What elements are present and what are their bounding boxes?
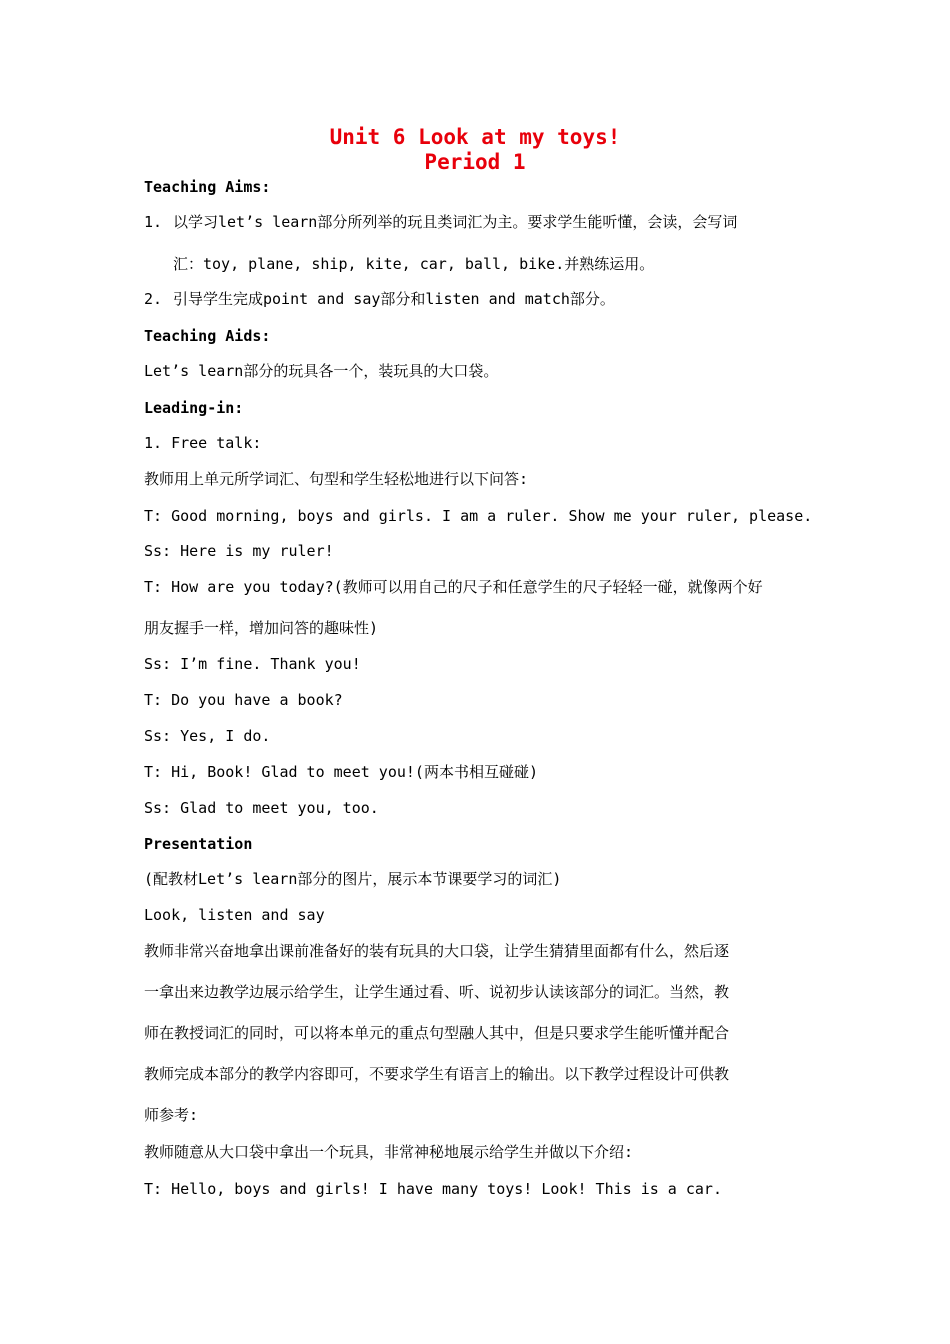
heading-teaching-aims: Teaching Aims: xyxy=(144,178,271,196)
title-line-1: Unit 6 Look at my toys! xyxy=(329,125,621,149)
aids-text: Let’s learn部分的玩具各一个，装玩具的大口袋。 xyxy=(144,362,499,380)
free-talk: 1. Free talk: xyxy=(144,434,262,452)
dialogue-line: Ss: Yes, I do. xyxy=(144,727,271,745)
paragraph-line: 师参考: xyxy=(144,1106,199,1124)
dialogue-line: T: Do you have a book? xyxy=(144,691,343,709)
dialogue-line: T: Hi, Book! Glad to meet you!(两本书相互碰碰) xyxy=(144,763,538,781)
aim-1-continued: 汇：toy, plane, ship, kite, car, ball, bike.并熟练运用。 xyxy=(173,255,655,273)
dialogue-line: Ss: Glad to meet you, too. xyxy=(144,799,379,817)
heading-leading-in: Leading-in: xyxy=(144,399,244,417)
heading-presentation: Presentation xyxy=(144,835,253,853)
title-line-2: Period 1 xyxy=(424,150,526,174)
aim-1-text: 以学习let’s learn部分所列举的玩且类词汇为主。要求学生能听懂，会读，会写词 xyxy=(173,213,738,231)
dialogue-line: Ss: Here is my ruler! xyxy=(144,542,334,560)
dialogue-line: 朋友握手一样，增加问答的趣味性) xyxy=(144,619,379,637)
look-listen-say: Look, listen and say xyxy=(144,906,325,924)
aim-2 xyxy=(144,289,814,309)
paragraph-line: 一拿出来边教学边展示给学生，让学生通过看、听、说初步认读该部分的词汇。当然，教 xyxy=(144,983,730,1001)
paragraph-line: 教师非常兴奋地拿出课前准备好的装有玩具的大口袋，让学生猜猜里面都有什么，然后逐 xyxy=(144,942,730,960)
heading-teaching-aids: Teaching Aids: xyxy=(144,327,271,345)
dialogue-line: T: Good morning, boys and girls. I am a ruler. Show me your ruler, please. xyxy=(144,507,813,525)
paragraph-line: 师在教授词汇的同时，可以将本单元的重点句型融人其中，但是只要求学生能听懂并配合 xyxy=(144,1024,730,1042)
dialogue-line: T: Hello, boys and girls! I have many toys! Look! This is a car. xyxy=(144,1180,722,1198)
presentation-note: (配教材Let’s learn部分的图片，展示本节课要学习的词汇) xyxy=(144,870,562,888)
free-talk-intro: 教师用上单元所学词汇、句型和学生轻松地进行以下问答: xyxy=(144,470,529,488)
dialogue-line: Ss: I’m fine. Thank you! xyxy=(144,655,361,673)
paragraph-line: 教师完成本部分的教学内容即可，不要求学生有语言上的输出。以下教学过程设计可供教 xyxy=(144,1065,730,1083)
aim-2-number: 2. xyxy=(144,290,163,308)
paragraph-line: 教师随意从大口袋中拿出一个玩具，非常神秘地展示给学生并做以下介绍: xyxy=(144,1143,634,1161)
aim-1-number: 1. xyxy=(144,213,163,231)
aim-2-text: 引导学生完成point and say部分和listen and match部分。 xyxy=(173,290,615,308)
aim-1 xyxy=(144,212,814,232)
dialogue-line: T: How are you today?(教师可以用自己的尺子和任意学生的尺子轻轻一碰，就像两个好 xyxy=(144,578,763,596)
